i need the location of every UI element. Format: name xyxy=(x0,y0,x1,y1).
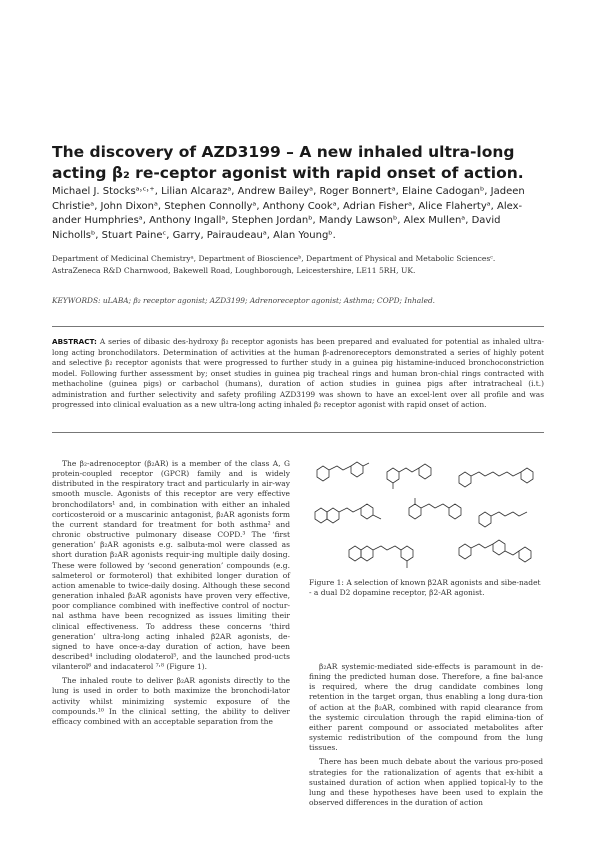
abstract xyxy=(52,337,544,411)
keywords: KEYWORDS: uLABA; β₂ receptor agonist; AZD3199; Adrenoreceptor agonist; Asthma; COPD; Inhaled. xyxy=(52,296,436,305)
figure-1-chemical-structures xyxy=(309,458,543,576)
abstract-text: A series of dibasic des-hydroxy β₂ receptor agonists has been prepared and evaluated for potential as inhaled ultra-long acting bronchodilators. Determination of activities at the human β-adrenoreceptors demonstrated a series of highly potent and selective β₂ receptor agonists that were progressed to further study in a guinea pig histamine-induced bronchoconstriction model. Following further assessment by; onset studies in guinea pig tracheal rings and human bron-chial rings contracted with methacholine (guinea pigs) or carbachol (humans), duration of action studies in guinea pigs after intratracheal (i.t.) administration and further selectivity and safety profiling AZD3199 was shown to have an excel-lent over all profile and was progressed into clinical evaluation as a new ultra-long acting inhaled β₂ receptor agonist with rapid onset of action. xyxy=(52,337,544,409)
affiliation-address: AstraZeneca R&D Charnwood, Bakewell Road, Loughborough, Leicestershire, LE11 5RH, UK. xyxy=(52,266,416,275)
abstract-label: ABSTRACT: xyxy=(52,337,97,346)
body-paragraph: β₂AR systemic-mediated side-effects is paramount in de-fining the predicted human dose. Therefore, a fine bal-ance is required, where the drug candidate combines long retention in the target organ, thus enabling a long dura-tion of action at the β₂AR, combined with rapid clearance from the systemic circulation through the rapid elimina-tion of either parent compound or associated metabolites after systemic redistribution of the compound from the lung tissues. xyxy=(309,662,543,753)
abstract-top-rule xyxy=(52,326,544,327)
affiliations xyxy=(52,253,544,277)
body-left-column xyxy=(52,459,290,727)
body-right-column xyxy=(309,662,543,808)
body-paragraph: The inhaled route to deliver β₂AR agonists directly to the lung is used in order to both maximize the bronchodi-lator activity whilst minimizing systemic exposure of the compounds.¹⁰ In the clinical setting, the ability to deliver efficacy combined with an acceptable separation from the xyxy=(52,676,290,726)
paper-title: The discovery of AZD3199 – A new inhaled ultra-long acting β₂ re-ceptor agonist with rapid onset of action. xyxy=(52,143,524,182)
figure-1-caption: Figure 1: A selection of known β2AR agonists and sibe-nadet - a dual D2 dopamine receptor, β2-AR agonist. xyxy=(309,578,541,597)
abstract-bottom-rule xyxy=(52,432,544,433)
affiliation-departments: Department of Medicinal Chemistryᵃ, Department of Bioscienceᵇ, Department of Physical and Metabolic Sciencesᶜ. xyxy=(52,254,496,263)
body-paragraph: The β₂-adrenoceptor (β₂AR) is a member of the class A, G protein-coupled receptor (GPCR) family and is widely distributed in the respiratory tract and particularly in air-way smooth muscle. Agonists of this receptor are very effective bronchodilators¹ and, in combination with either an inhaled corticosteroid or a muscarinic antagonist, β₂AR agonists form the current standard for treatment for both asthma² and chronic obstructive pulmonary disease COPD.³ The ‘first generation’ β₂AR agonists e.g. salbuta-mol were classed as short duration β₂AR agonists requir-ing multiple daily dosing. These were followed by ‘second generation’ compounds (e.g. salmeterol or formoterol) that exhibited longer duration of action amenable to twice-daily dosing. Although these second generation inhaled β₂AR agonists have proven very effective, poor compliance combined with ineffective control of noctur-nal asthma have been recognized as issues limiting their clinical effectiveness. To address these concerns ‘third generation’ ultra-long acting inhaled β2AR agonists, de-signed to have once-a-day duration of action, have been described⁴ including olodaterol⁵, and the launched prod-ucts vilanterol⁶ and indacaterol ⁷˒⁸ (Figure 1). xyxy=(52,459,290,672)
body-paragraph: There has been much debate about the various pro-posed strategies for the rationalization of agents that ex-hibit a sustained duration of action when applied topical-ly to the lung and these hypotheses have been used to explain the observed differences in the duration of action xyxy=(309,757,543,808)
author-list: Michael J. Stocksᵃ˒ᶜ˒⁺, Lilian Alcarazᵃ, Andrew Baileyᵃ, Roger Bonnertᵃ, Elaine Cadoganᵇ, Jadeen Christieᵃ, John Dixonᵃ, Stephen Connollyᵃ, Anthony Cookᵃ, Adrian Fisherᵃ, Alice Flahertyᵃ, Alex-ander Humphriesᵃ, Anthony Ingallᵃ, Stephen Jordanᵇ, Mandy Lawsonᵇ, Alex Mullenᵃ, David Nichollsᵇ, Stuart Paineᶜ, Garry, Pairaudeauᵃ, Alan Youngᵇ. xyxy=(52,186,525,241)
